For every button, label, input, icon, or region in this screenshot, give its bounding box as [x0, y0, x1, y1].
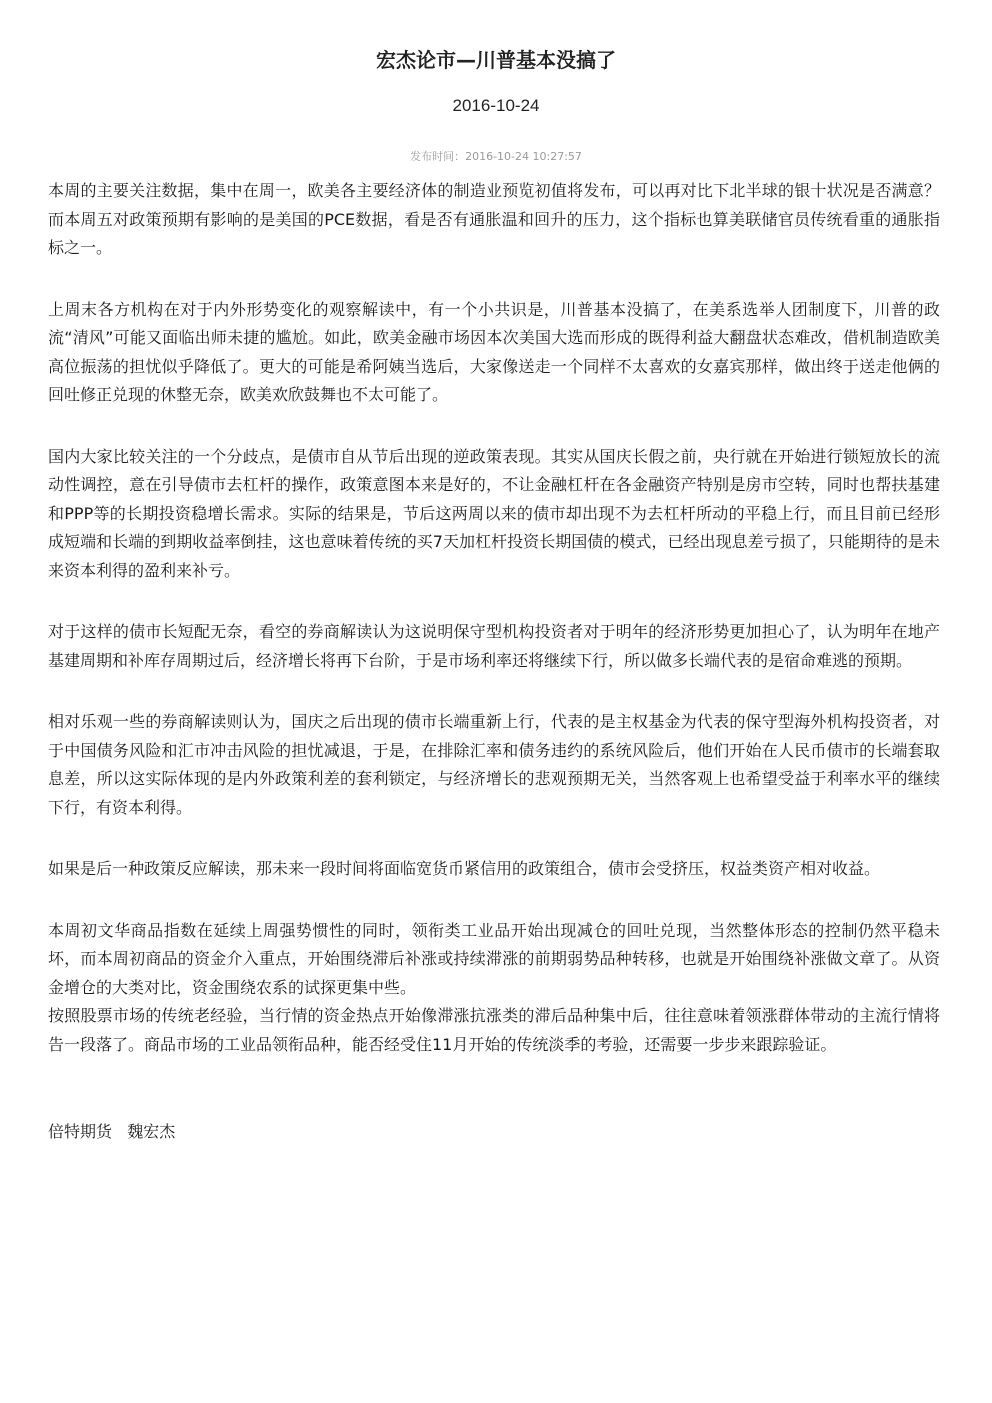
paragraph-8: 按照股票市场的传统老经验，当行情的资金热点开始像滞涨抗涨类的滞后品种集中后，往往意味着领涨群体带动的主流行情将告一段落了。商品市场的工业品领衔品种，能否经受住11月开始的传统淡季的考验，还需要一步步来跟踪验证。	[48, 1006, 940, 1054]
paragraph-6: 如果是后一种政策反应解读，那未来一段时间将面临宽货币紧信用的政策组合，债市会受挤压，权益类资产相对收益。	[48, 859, 881, 878]
paragraph-4: 对于这样的债市长短配无奈，看空的券商解读认为这说明保守型机构投资者对于明年的经济形势更加担心了，认为明年在地产基建周期和补库存周期过后，经济增长将再下台阶，于是市场利率还将继续下行，所以做多长端代表的是宿命难逃的预期。	[48, 622, 940, 670]
publish-time: 发布时间：2016-10-24 10:27:57	[410, 150, 582, 163]
paragraph-7: 本周初文华商品指数在延续上周强势惯性的同时，领衔类工业品开始出现减仓的回吐兑现，当然整体形态的控制仍然平稳未坏，而本周初商品的资金介入重点，开始围绕滞后补涨或持续滞涨的前期弱势品种转移，也就是开始围绕补涨做文章了。从资金增仓的大类对比，资金围绕农系的试探更集中些。	[48, 920, 940, 997]
article-date: 2016-10-24	[452, 96, 540, 115]
article-body	[48, 177, 940, 1092]
paragraph-5: 相对乐观一些的券商解读则认为，国庆之后出现的债市长端重新上行，代表的是主权基金为代表的保守型海外机构投资者，对于中国债务风险和汇市冲击风险的担忧减退，于是，在排除汇率和债务违约的系统风险后，他们开始在人民币债市的长端套取息差，所以这实际体现的是内外政策利差的套利锁定，与经济增长的悲观预期无关，当然客观上也希望受益于利率水平的继续下行，有资本利得。	[48, 712, 940, 817]
paragraph-1: 本周的主要关注数据，集中在周一，欧美各主要经济体的制造业预览初值将发布，可以再对比下北半球的银十状况是否满意？而本周五对政策预期有影响的是美国的PCE数据，看是否有通胀温和回升的压力，这个指标也算美联储官员传统看重的通胀指标之一。	[48, 181, 940, 257]
paragraph-3: 国内大家比较关注的一个分歧点，是债市自从节后出现的逆政策表现。其实从国庆长假之前，央行就在开始进行锁短放长的流动性调控，意在引导债市去杠杆的操作，政策意图本来是好的，不让金融杠杆在各金融资产特别是房市空转，同时也帮扶基建和PPP等的长期投资稳增长需求。实际的结果是，节后这两周以来的债市却出现不为去杠杆所动的平稳上行，而且目前已经形成短端和长端的到期收益率倒挂，这也意味着传统的买7天加杠杆投资长期国债的模式，已经出现息差亏损了，只能期待的是未来资本利得的盈利来补亏。	[48, 446, 940, 580]
author-signature: 倍特期货 魏宏杰	[48, 1122, 176, 1141]
paragraph-2: 上周末各方机构在对于内外形势变化的观察解读中，有一个小共识是，川普基本没搞了，在美系选举人团制度下，川普的政流“清风”可能又面临出师未捷的尴尬。如此，欧美金融市场因本次美国大选而形成的既得利益大翻盘状态难改，借机制造欧美高位振荡的担忧似乎降低了。更大的可能是希阿姨当选后，大家像送走一个同样不太喜欢的女嘉宾那样，做出终于送走他俩的回吐修正兑现的休整无奈，欧美欢欣鼓舞也不太可能了。	[48, 299, 940, 404]
page-title: 宏杰论市—川普基本没搞了	[376, 48, 616, 72]
